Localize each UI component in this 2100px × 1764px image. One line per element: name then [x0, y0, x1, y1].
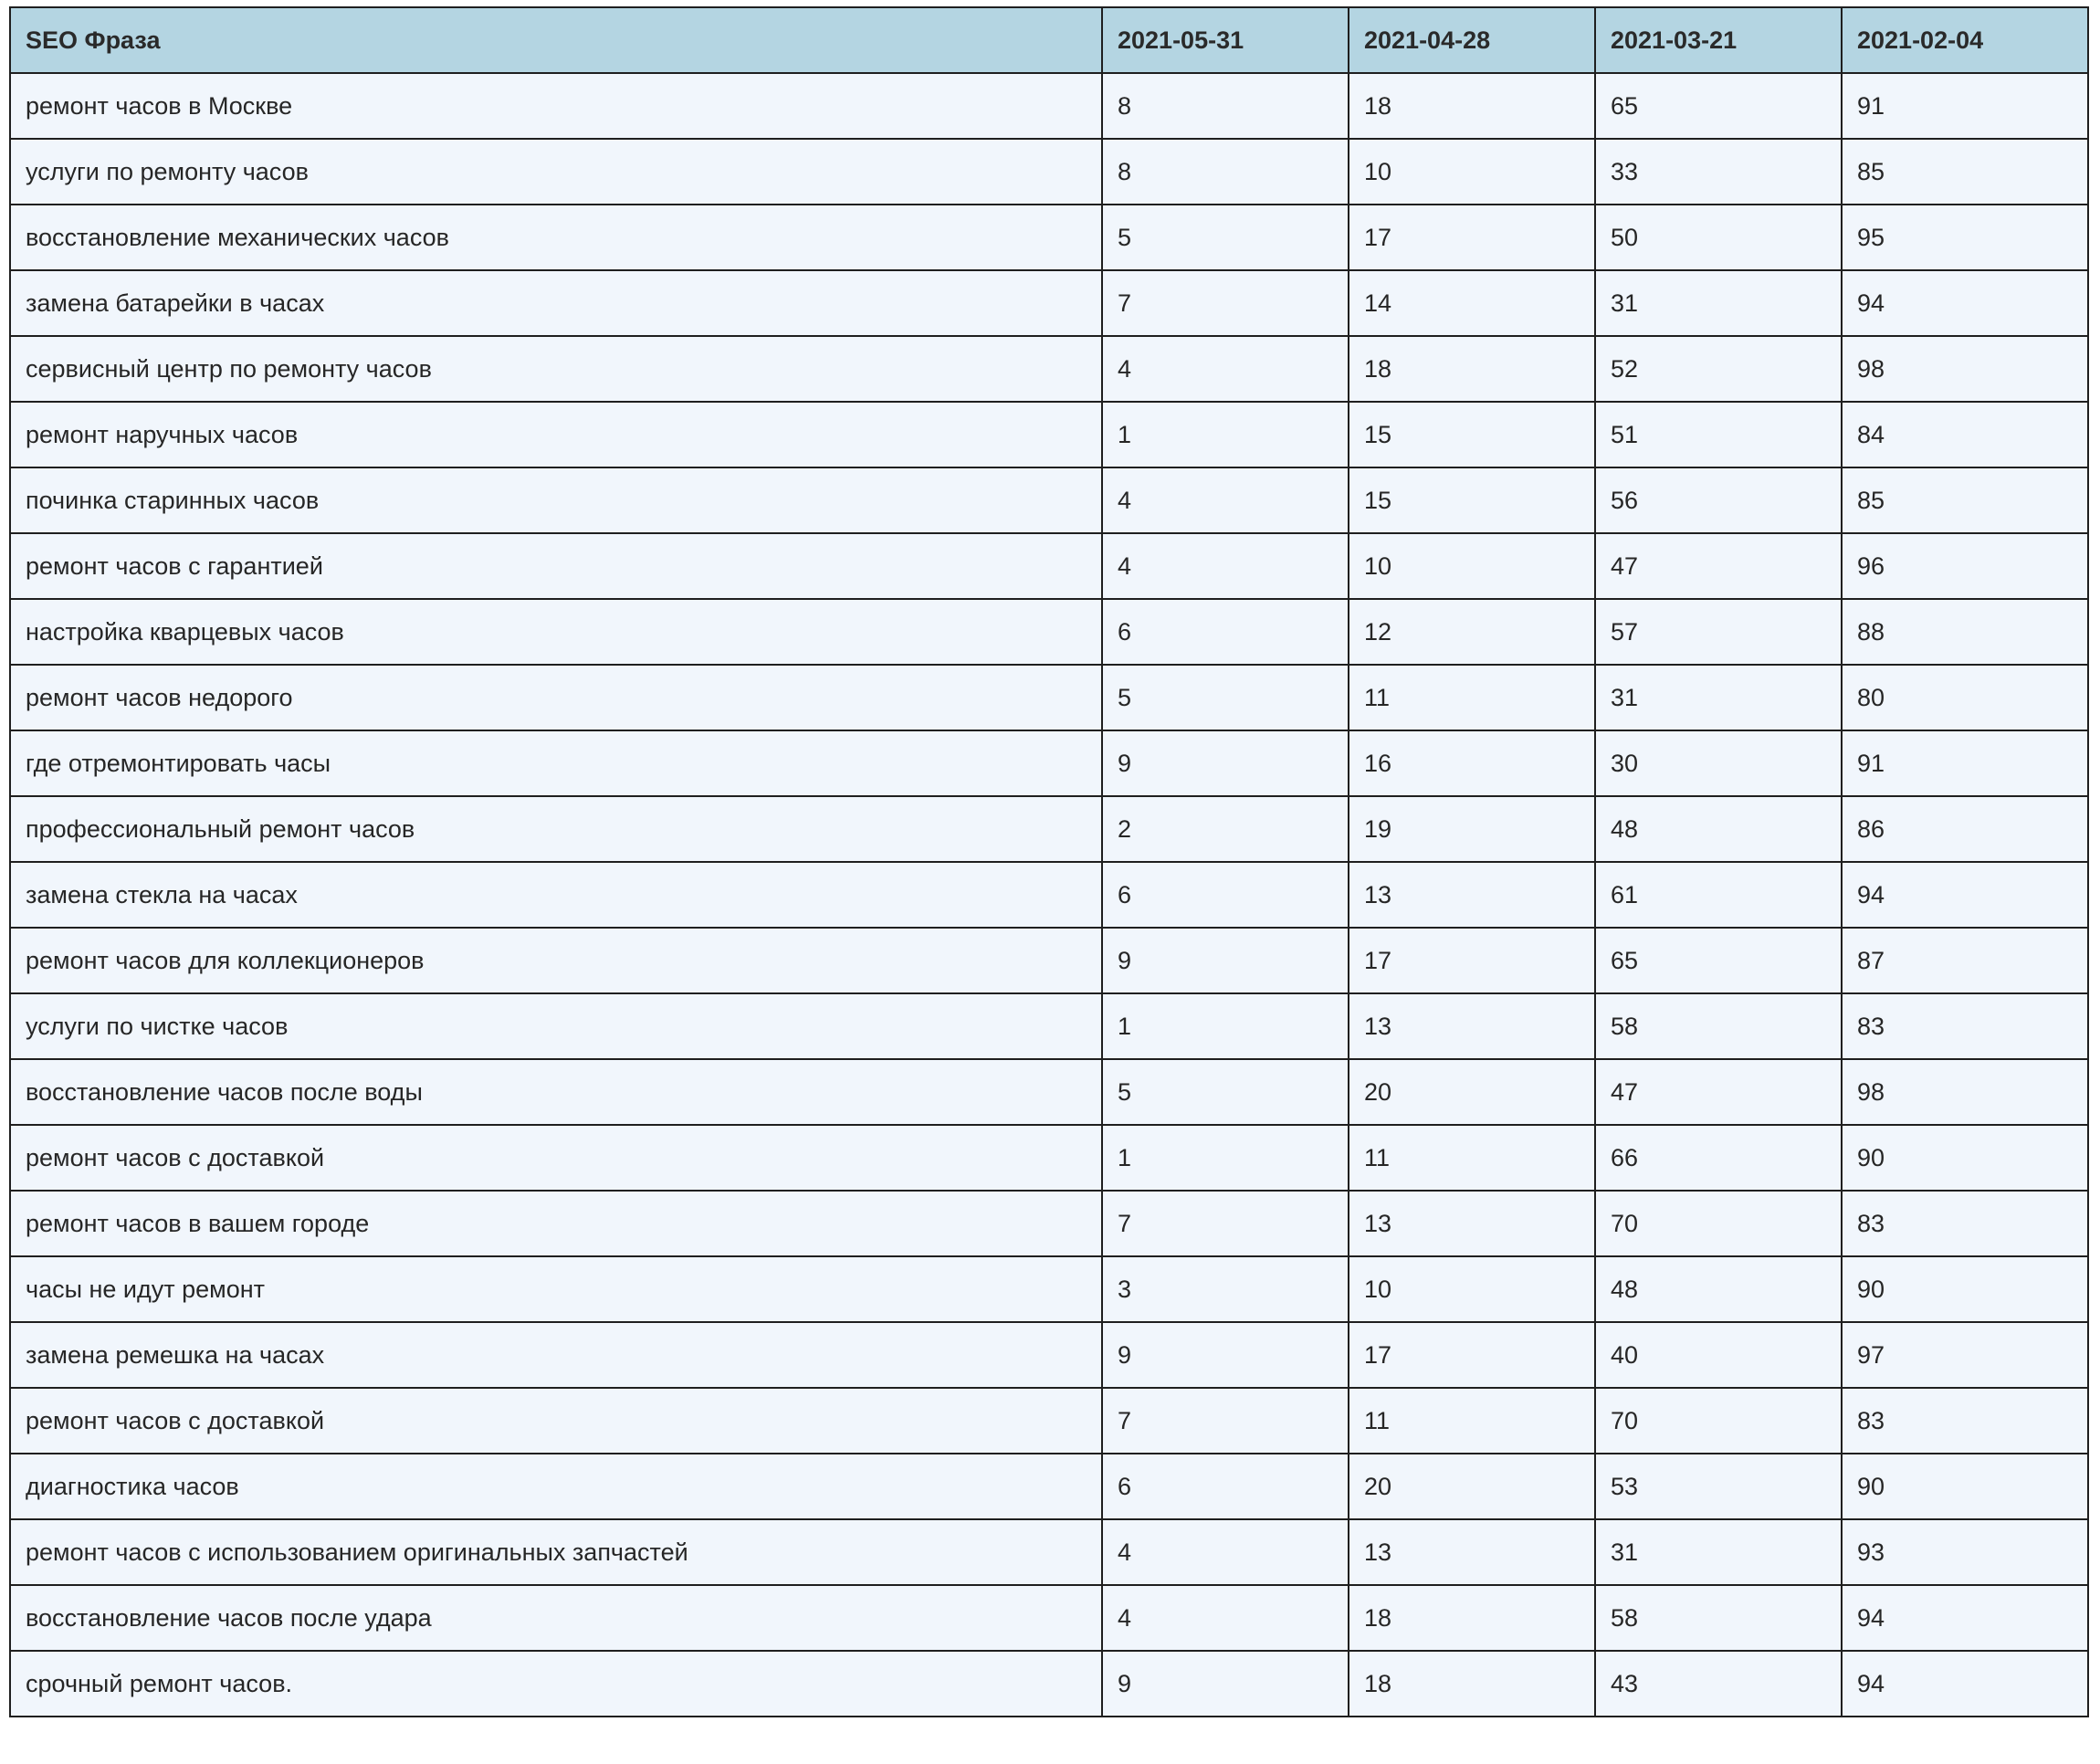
- position-cell: 10: [1349, 1256, 1595, 1322]
- table-row: [10, 796, 2088, 862]
- position-cell: 90: [1842, 1256, 2088, 1322]
- table-row: [10, 993, 2088, 1059]
- table-body: [10, 73, 2088, 1717]
- seo-phrase-cell: восстановление часов после удара: [10, 1585, 1102, 1651]
- position-cell: 83: [1842, 993, 2088, 1059]
- table-header-row: [10, 7, 2088, 73]
- position-cell: 98: [1842, 336, 2088, 402]
- position-cell: 94: [1842, 1585, 2088, 1651]
- position-cell: 4: [1102, 467, 1349, 533]
- table-row: [10, 402, 2088, 467]
- seo-phrase-cell: замена стекла на часах: [10, 862, 1102, 928]
- position-cell: 66: [1595, 1125, 1842, 1191]
- table-row: [10, 730, 2088, 796]
- table-row: [10, 270, 2088, 336]
- seo-phrase-cell: ремонт часов с доставкой: [10, 1125, 1102, 1191]
- position-cell: 7: [1102, 1388, 1349, 1454]
- table-row: [10, 1519, 2088, 1585]
- table-row: [10, 599, 2088, 665]
- seo-phrase-cell: ремонт часов в Москве: [10, 73, 1102, 139]
- position-cell: 6: [1102, 599, 1349, 665]
- position-cell: 9: [1102, 730, 1349, 796]
- column-header-phrase: SEO Фраза: [10, 7, 1102, 73]
- position-cell: 47: [1595, 1059, 1842, 1125]
- seo-phrase-cell: восстановление механических часов: [10, 205, 1102, 270]
- position-cell: 40: [1595, 1322, 1842, 1388]
- position-cell: 91: [1842, 730, 2088, 796]
- position-cell: 17: [1349, 1322, 1595, 1388]
- position-cell: 56: [1595, 467, 1842, 533]
- table-row: [10, 1322, 2088, 1388]
- position-cell: 70: [1595, 1191, 1842, 1256]
- position-cell: 8: [1102, 73, 1349, 139]
- position-cell: 48: [1595, 1256, 1842, 1322]
- position-cell: 13: [1349, 993, 1595, 1059]
- position-cell: 19: [1349, 796, 1595, 862]
- position-cell: 8: [1102, 139, 1349, 205]
- column-header-date: 2021-04-28: [1349, 7, 1595, 73]
- table-row: [10, 1454, 2088, 1519]
- seo-phrase-cell: настройка кварцевых часов: [10, 599, 1102, 665]
- position-cell: 53: [1595, 1454, 1842, 1519]
- position-cell: 7: [1102, 270, 1349, 336]
- position-cell: 11: [1349, 1388, 1595, 1454]
- seo-phrase-cell: починка старинных часов: [10, 467, 1102, 533]
- position-cell: 4: [1102, 533, 1349, 599]
- seo-phrase-cell: ремонт часов в вашем городе: [10, 1191, 1102, 1256]
- position-cell: 1: [1102, 993, 1349, 1059]
- table-row: [10, 1059, 2088, 1125]
- position-cell: 31: [1595, 270, 1842, 336]
- position-cell: 4: [1102, 1585, 1349, 1651]
- position-cell: 18: [1349, 1585, 1595, 1651]
- table-row: [10, 533, 2088, 599]
- position-cell: 85: [1842, 467, 2088, 533]
- position-cell: 57: [1595, 599, 1842, 665]
- position-cell: 4: [1102, 1519, 1349, 1585]
- position-cell: 20: [1349, 1454, 1595, 1519]
- seo-phrase-cell: замена ремешка на часах: [10, 1322, 1102, 1388]
- position-cell: 12: [1349, 599, 1595, 665]
- position-cell: 2: [1102, 796, 1349, 862]
- column-header-date: 2021-05-31: [1102, 7, 1349, 73]
- position-cell: 80: [1842, 665, 2088, 730]
- seo-phrase-cell: срочный ремонт часов.: [10, 1651, 1102, 1717]
- position-cell: 13: [1349, 1519, 1595, 1585]
- position-cell: 96: [1842, 533, 2088, 599]
- position-cell: 85: [1842, 139, 2088, 205]
- position-cell: 90: [1842, 1125, 2088, 1191]
- seo-phrase-cell: замена батарейки в часах: [10, 270, 1102, 336]
- position-cell: 50: [1595, 205, 1842, 270]
- position-cell: 13: [1349, 862, 1595, 928]
- table-row: [10, 1256, 2088, 1322]
- seo-phrase-cell: профессиональный ремонт часов: [10, 796, 1102, 862]
- position-cell: 84: [1842, 402, 2088, 467]
- position-cell: 11: [1349, 665, 1595, 730]
- position-cell: 47: [1595, 533, 1842, 599]
- seo-phrase-cell: сервисный центр по ремонту часов: [10, 336, 1102, 402]
- position-cell: 58: [1595, 1585, 1842, 1651]
- table-row: [10, 1585, 2088, 1651]
- position-cell: 94: [1842, 270, 2088, 336]
- seo-phrase-cell: ремонт наручных часов: [10, 402, 1102, 467]
- table-row: [10, 73, 2088, 139]
- position-cell: 65: [1595, 928, 1842, 993]
- position-cell: 83: [1842, 1388, 2088, 1454]
- position-cell: 31: [1595, 665, 1842, 730]
- position-cell: 16: [1349, 730, 1595, 796]
- position-cell: 94: [1842, 1651, 2088, 1717]
- seo-phrase-cell: услуги по чистке часов: [10, 993, 1102, 1059]
- position-cell: 5: [1102, 1059, 1349, 1125]
- position-cell: 93: [1842, 1519, 2088, 1585]
- position-cell: 11: [1349, 1125, 1595, 1191]
- position-cell: 95: [1842, 205, 2088, 270]
- seo-positions-table: [9, 6, 2089, 1717]
- column-header-date: 2021-02-04: [1842, 7, 2088, 73]
- position-cell: 20: [1349, 1059, 1595, 1125]
- position-cell: 6: [1102, 1454, 1349, 1519]
- position-cell: 18: [1349, 336, 1595, 402]
- position-cell: 83: [1842, 1191, 2088, 1256]
- seo-phrase-cell: услуги по ремонту часов: [10, 139, 1102, 205]
- position-cell: 18: [1349, 1651, 1595, 1717]
- position-cell: 15: [1349, 402, 1595, 467]
- seo-phrase-cell: ремонт часов с доставкой: [10, 1388, 1102, 1454]
- position-cell: 65: [1595, 73, 1842, 139]
- position-cell: 5: [1102, 205, 1349, 270]
- position-cell: 6: [1102, 862, 1349, 928]
- position-cell: 9: [1102, 1322, 1349, 1388]
- position-cell: 51: [1595, 402, 1842, 467]
- position-cell: 17: [1349, 205, 1595, 270]
- position-cell: 88: [1842, 599, 2088, 665]
- table-row: [10, 205, 2088, 270]
- position-cell: 70: [1595, 1388, 1842, 1454]
- position-cell: 7: [1102, 1191, 1349, 1256]
- position-cell: 17: [1349, 928, 1595, 993]
- position-cell: 52: [1595, 336, 1842, 402]
- position-cell: 33: [1595, 139, 1842, 205]
- seo-phrase-cell: ремонт часов для коллекционеров: [10, 928, 1102, 993]
- table-row: [10, 665, 2088, 730]
- table-row: [10, 139, 2088, 205]
- table-row: [10, 467, 2088, 533]
- position-cell: 10: [1349, 533, 1595, 599]
- position-cell: 86: [1842, 796, 2088, 862]
- position-cell: 30: [1595, 730, 1842, 796]
- seo-phrase-cell: диагностика часов: [10, 1454, 1102, 1519]
- position-cell: 15: [1349, 467, 1595, 533]
- seo-phrase-cell: ремонт часов с использованием оригинальных запчастей: [10, 1519, 1102, 1585]
- position-cell: 58: [1595, 993, 1842, 1059]
- table-row: [10, 1651, 2088, 1717]
- position-cell: 9: [1102, 1651, 1349, 1717]
- position-cell: 43: [1595, 1651, 1842, 1717]
- seo-phrase-cell: восстановление часов после воды: [10, 1059, 1102, 1125]
- table-row: [10, 862, 2088, 928]
- seo-table-container: [9, 6, 2089, 1717]
- position-cell: 91: [1842, 73, 2088, 139]
- seo-phrase-cell: ремонт часов с гарантией: [10, 533, 1102, 599]
- table-row: [10, 928, 2088, 993]
- position-cell: 14: [1349, 270, 1595, 336]
- position-cell: 61: [1595, 862, 1842, 928]
- position-cell: 87: [1842, 928, 2088, 993]
- table-row: [10, 336, 2088, 402]
- table-row: [10, 1388, 2088, 1454]
- column-header-date: 2021-03-21: [1595, 7, 1842, 73]
- position-cell: 1: [1102, 1125, 1349, 1191]
- position-cell: 97: [1842, 1322, 2088, 1388]
- position-cell: 31: [1595, 1519, 1842, 1585]
- position-cell: 90: [1842, 1454, 2088, 1519]
- position-cell: 3: [1102, 1256, 1349, 1322]
- position-cell: 4: [1102, 336, 1349, 402]
- position-cell: 98: [1842, 1059, 2088, 1125]
- position-cell: 1: [1102, 402, 1349, 467]
- position-cell: 10: [1349, 139, 1595, 205]
- table-row: [10, 1191, 2088, 1256]
- seo-phrase-cell: где отремонтировать часы: [10, 730, 1102, 796]
- position-cell: 18: [1349, 73, 1595, 139]
- position-cell: 5: [1102, 665, 1349, 730]
- seo-phrase-cell: ремонт часов недорого: [10, 665, 1102, 730]
- position-cell: 9: [1102, 928, 1349, 993]
- position-cell: 94: [1842, 862, 2088, 928]
- position-cell: 48: [1595, 796, 1842, 862]
- position-cell: 13: [1349, 1191, 1595, 1256]
- table-row: [10, 1125, 2088, 1191]
- seo-phrase-cell: часы не идут ремонт: [10, 1256, 1102, 1322]
